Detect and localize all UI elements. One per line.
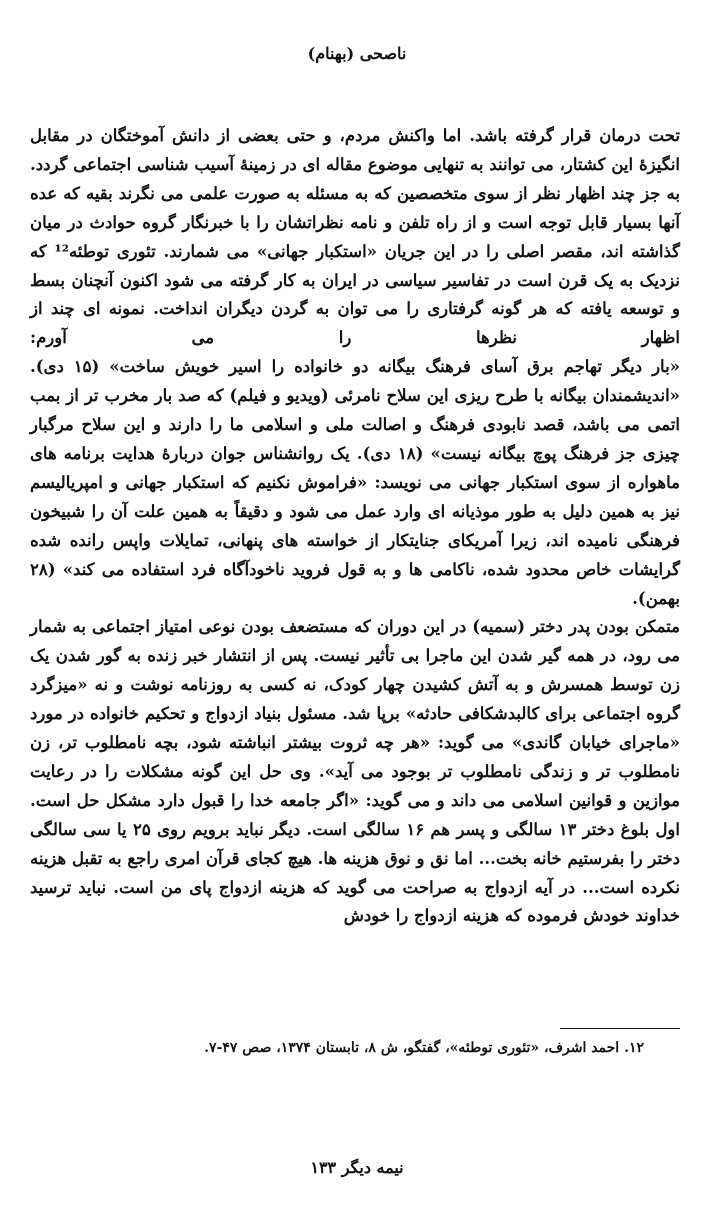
paragraph: متمکن بودن پدر دختر (سمیه) در این دوران که مستضعف بودن نوعی امتیاز اجتماعی به شمار می رود، در همه گیر شدن این ماجرا بی تأثیر نیست. پس از انتشار خبر زنده به گور شدن یک زن توسط همسرش و به آتش کشیدن چهار کودک، نه کسی به روزنامه نوشت و نه «میزگرد گروه اجتماعی برای کالبدشکافی حادثه» برپا شد. مسئول بنیاد ازدواج و تحکیم خانواده در مورد «ماجرای خیابان گاندی» می گوید: «هر چه ثروت بیشتر انباشته شود، بچه نامطلوب تر، زن نامطلوب تر و زندگی نامطلوب تر بوجود می آید». وی حل این گونه مشکلات را در رعایت موازین و قوانین اسلامی می داند و می گوید: «اگر جامعه خدا را قبول دارد مشکل حل است. اول بلوغ دختر ۱۳ سالگی و پسر هم ۱۶ سالگی است. دیگر نباید برویم روی ۲۵ یا سی سالگی دختر را بفرستیم خانه بخت... اما نق و نوق هزینه ها. هیچ کجای قرآن امری راجع به تقبل هزینه نکرده است... در آیه ازدواج به صراحت می گوید که هزینه ازدواج پای من است. نباید ترسید خداوند خودش فرموده که هزینه ازدواج را خودش: [30, 617, 680, 926]
footnote: ۱۲. احمد اشرف، «تئوری توطئه»، گفتگو، ش ۸، تابستان ۱۳۷۴، صص ۴۷-۷.: [204, 1040, 644, 1056]
paragraph: «بار دیگر تهاجم برق آسای فرهنگ بیگانه دو خانواده را اسیر خویش ساخت» (۱۵ دی). «اندیشمندان بیگانه با طرح ریزی این سلاح نامرئی (ویدیو و فیلم) که صد بار مخرب تر از بمب اتمی می باشد، قصد نابودی فرهنگ و اصالت ملی و اسلامی ما را دارند و این سلاح مرگبار چیزی جز فرهنگ پوچ بیگانه نیست» (۱۸ دی). یک روانشناس جوان دربارهٔ هدایت برنامه های ماهواره از سوی استکبار جهانی می نویسد: «فراموش نکنیم که استکبار جهانی و امپریالیسم نیز به همین دلیل به طور موذیانه ای وارد عمل می شود و دقیقاً به همین علت آن را شبیخون فرهنگی نامیده اند، زیرا آمریکای جنایتکار از خواسته های پنهانی، تمایلات واپس رانده شده گرایشات خاص محدود شده، ناکامی ها و به قول فروید ناخودآگاه فرد استفاده می کند» (۲۸ بهمن).: [30, 357, 681, 608]
body-text: [30, 122, 680, 931]
page-footer: نیمه دیگر ۱۳۳: [310, 1158, 404, 1177]
paragraph: تحت درمان قرار گرفته باشد. اما واکنش مردم، و حتی بعضی از دانش آموختگان در مقابل انگیزهٔ این کشتار، می توانند به تنهایی موضوع مقاله ای در زمینهٔ آسیب شناسی اجتماعی گردد. به جز چند اظهار نظر از سوی متخصصین که به مسئله به صورت علمی می نگرند بقیه که عده آنها بسیار قابل توجه است و از راه تلفن و نامه نظراتشان را با خبرنگار گروه حوادث در میان گذاشته اند، مقصر اصلی را در این جریان «استکبار جهانی» می شمارند. تئوری توطئه¹² که نزدیک به یک قرن است در تفاسیر سیاسی در ایران به کار گرفته می شود اکنون آنچنان بسط و توسعه یافته که هر گونه گرفتاری را می توان به گردن دیگران انداخت. نمونه ای چند از اظهار نظرها را می آورم:: [30, 126, 681, 348]
footnote-divider: [560, 1028, 680, 1029]
running-header: ناصحی (بهنام): [307, 44, 407, 63]
